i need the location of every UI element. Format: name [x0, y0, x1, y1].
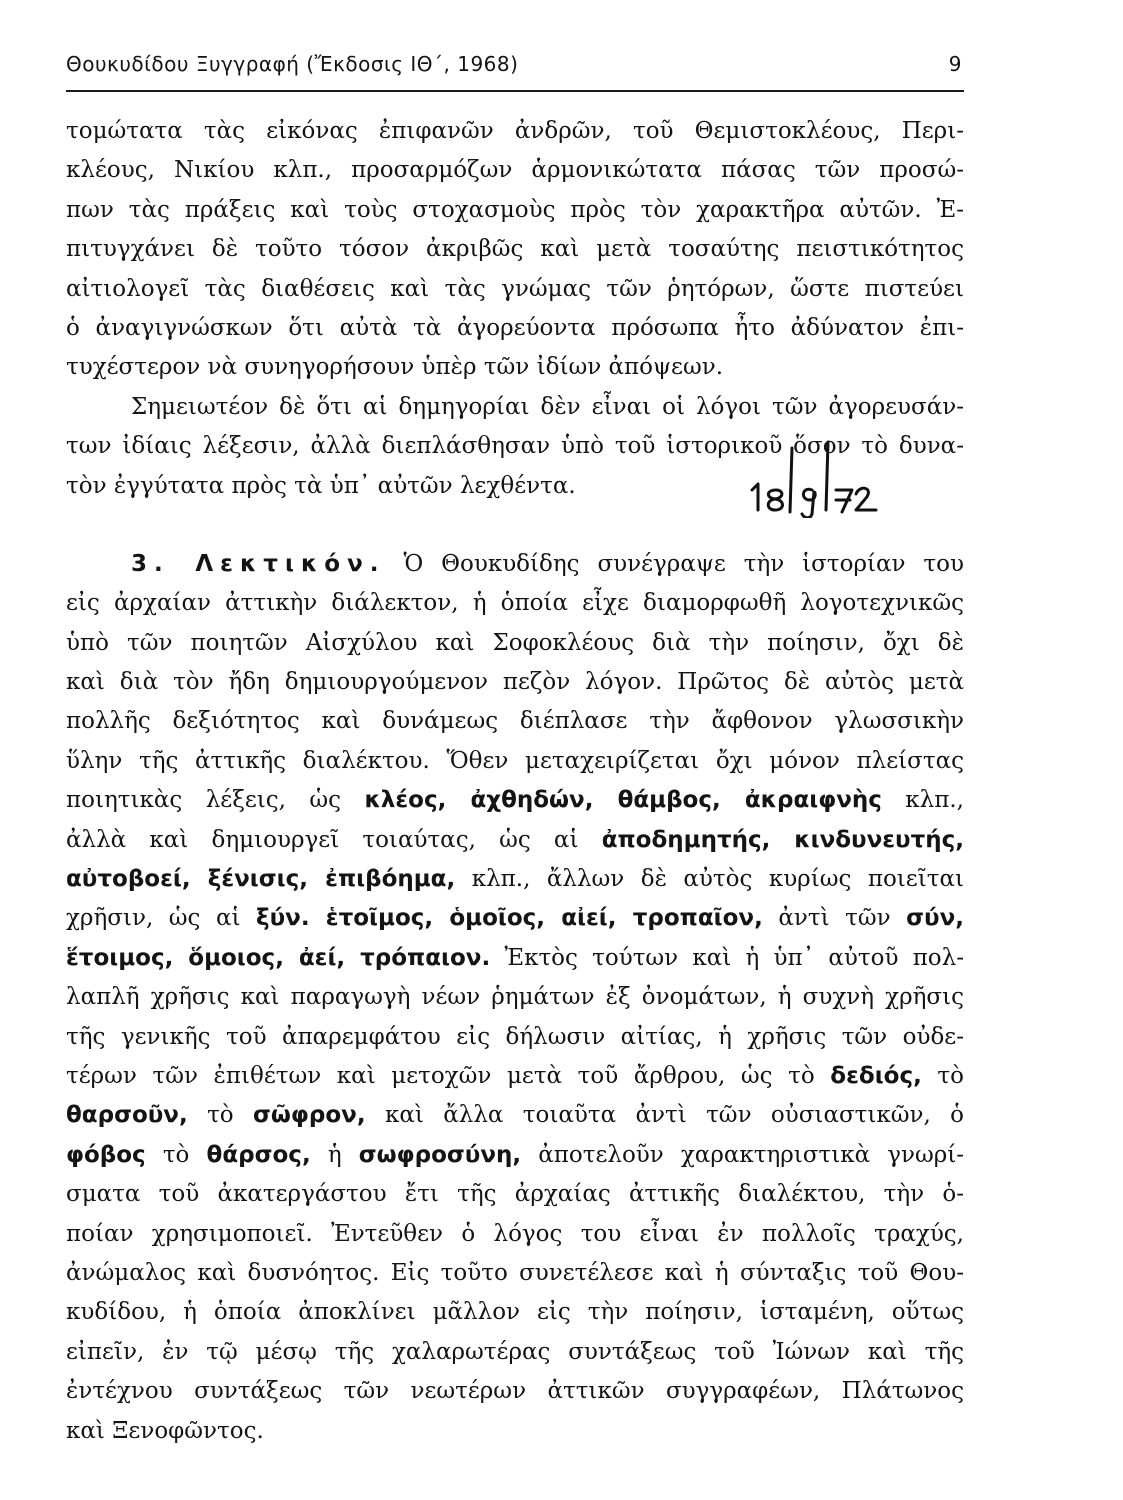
text-line: χρῆσιν, ὡς αἱ ξύν. ἑτοῖμος, ὁμοῖος, αἰεί, τροπαῖον, ἀντὶ τῶν σύν,: [66, 905, 964, 932]
text-line: λαπλῆ χρῆσις καὶ παραγωγὴ νέων ῥημάτων ἐξ ὀνομάτων, ἡ συχνὴ χρῆσις: [66, 984, 964, 1011]
bold-term: αὐτοβοεί, ξένισις, ἐπιβόημα,: [66, 866, 456, 893]
document-body: [66, 112, 964, 1451]
bold-term: ἕτοιμος, ὅμοιος, ἀεί, τρόπαιον.: [66, 944, 491, 971]
text-line: πολλῆς δεξιότητος καὶ δυνάμεως διέπλασε τὴν ἄφθονον γλωσσικὴν: [66, 708, 964, 735]
text-line: καὶ Ξενοφῶντος.: [66, 1417, 264, 1444]
text-line: ἀλλὰ καὶ δημιουργεῖ τοιαύτας, ὡς αἱ ἀποδημητής, κινδυνευτής,: [66, 826, 964, 853]
bold-term: θαρσοῦν,: [66, 1102, 188, 1129]
text-line: φόβος τὸ θάρσος, ἡ σωφροσύνη, ἀποτελοῦν χαρακτηριστικὰ γνωρί-: [66, 1141, 964, 1168]
bold-term: ἀποδημητής, κινδυνευτής,: [601, 826, 964, 853]
text-line: Σημειωτέον δὲ ὅτι αἱ δημηγορίαι δὲν εἶναι οἱ λόγοι τῶν ἀγορευσάν-: [131, 393, 964, 420]
text-line: ποίαν χρησιμοποιεῖ. Ἐντεῦθεν ὁ λόγος του εἶναι ἐν πολλοῖς τραχύς,: [66, 1220, 964, 1247]
paragraph-1: [66, 112, 964, 388]
text-line: καὶ διὰ τὸν ἤδη δημιουργούμενον πεζὸν λόγον. Πρῶτος δὲ αὐτὸς μετὰ: [66, 669, 964, 696]
text-line: τῆς γενικῆς τοῦ ἀπαρεμφάτου εἰς δήλωσιν αἰτίας, ἡ χρῆσις τῶν οὐδε-: [66, 1023, 964, 1050]
text-line: τὸν ἐγγύτατα πρὸς τὰ ὑπ᾽ αὐτῶν λεχθέντα.: [66, 472, 576, 499]
text-line: ἀνώμαλος καὶ δυσνόητος. Εἰς τοῦτο συνετέλεσε καὶ ἡ σύνταξις τοῦ Θου-: [66, 1259, 964, 1286]
text-line: ὕλην τῆς ἀττικῆς διαλέκτου. Ὅθεν μεταχειρίζεται ὄχι μόνον πλείστας: [66, 747, 964, 774]
text-line: σματα τοῦ ἀκατεργάστου ἔτι τῆς ἀρχαίας ἀττικῆς διαλέκτου, τὴν ὁ-: [66, 1181, 964, 1208]
bold-term: δεδιός,: [830, 1062, 922, 1089]
text-line: κυδίδου, ἡ ὁποία ἀποκλίνει μᾶλλον εἰς τὴν ποίησιν, ἱσταμένη, οὕτως: [66, 1299, 964, 1326]
text-line: εἰς ἀρχαίαν ἀττικὴν διάλεκτον, ἡ ὁποία εἶχε διαμορφωθῆ λογοτεχνικῶς: [66, 590, 964, 617]
text-line: αἰτιολογεῖ τὰς διαθέσεις καὶ τὰς γνώμας τῶν ῥητόρων, ὥστε πιστεύει: [66, 275, 964, 302]
header-rule: [66, 90, 964, 92]
running-title: Θουκυδίδου Ξυγγραφή (Ἔκδοσις ΙΘ΄, 1968): [66, 52, 519, 76]
section-lektikon: [66, 545, 964, 1451]
text-line: ἕτοιμος, ὅμοιος, ἀεί, τρόπαιον. Ἐκτὸς τούτων καὶ ἡ ὑπ᾽ αὐτοῦ πολ-: [66, 944, 964, 971]
text-line: τομώτατα τὰς εἰκόνας ἐπιφανῶν ἀνδρῶν, τοῦ Θεμιστοκλέους, Περι-: [66, 118, 964, 144]
text-line: αὐτοβοεί, ξένισις, ἐπιβόημα, κλπ., ἄλλων δὲ αὐτὸς κυρίως ποιεῖται: [66, 866, 964, 893]
text-line: ποιητικὰς λέξεις, ὡς κλέος, ἀχθηδών, θάμβος, ἀκραιφνὴς κλπ.,: [66, 787, 964, 814]
text-line: ὁ ἀναγιγνώσκων ὅτι αὐτὰ τὰ ἀγορεύοντα πρόσωπα ἦτο ἀδύνατον ἐπι-: [66, 314, 964, 341]
text-line: θαρσοῦν, τὸ σῶφρον, καὶ ἄλλα τοιαῦτα ἀντὶ τῶν οὐσιαστικῶν, ὁ: [66, 1102, 964, 1129]
text-line: τυχέστερον νὰ συνηγορήσουν ὑπὲρ τῶν ἰδίων ἀπόψεων.: [66, 354, 724, 381]
bold-term: κλέος, ἀχθηδών, θάμβος, ἀκραιφνὴς: [364, 787, 882, 814]
bold-term: σῶφρον,: [253, 1102, 366, 1129]
bold-term: σύν,: [906, 905, 964, 932]
text-line: κλέους, Νικίου κλπ., προσαρμόζων ἁρμονικώτατα πάσας τῶν προσώ-: [66, 157, 964, 184]
paragraph-2: [66, 388, 964, 506]
bold-term: ξύν. ἑτοῖμος, ὁμοῖος, αἰεί, τροπαῖον,: [256, 905, 763, 932]
text-line: ἐντέχνου συντάξεως τῶν νεωτέρων ἀττικῶν συγγραφέων, Πλάτωνος: [66, 1378, 964, 1405]
text-line: πων τὰς πράξεις καὶ τοὺς στοχασμοὺς πρὸς τὸν χαρακτῆρα αὐτῶν. Ἐ-: [66, 196, 964, 223]
text-line: 3. Λεκτικόν. Ὁ Θουκυδίδης συνέγραψε τὴν ἱστορίαν του: [131, 550, 964, 577]
bold-term: σωφροσύνη,: [358, 1141, 522, 1168]
text-line: ὑπὸ τῶν ποιητῶν Αἰσχύλου καὶ Σοφοκλέους διὰ τὴν ποίησιν, ὄχι δὲ: [66, 629, 964, 656]
section-heading: 3. Λεκτικόν.: [131, 550, 386, 577]
page-number: 9: [948, 52, 962, 76]
text-line: των ἰδίαις λέξεσιν, ἀλλὰ διεπλάσθησαν ὑπὸ τοῦ ἱστορικοῦ ὅσον τὸ δυνα-: [66, 433, 964, 460]
bold-term: θάρσος,: [206, 1141, 311, 1168]
text-line: εἰπεῖν, ἐν τῷ μέσῳ τῆς χαλαρωτέρας συντάξεως τοῦ Ἰώνων καὶ τῆς: [66, 1338, 964, 1365]
text-line: πιτυγχάνει δὲ τοῦτο τόσον ἀκριβῶς καὶ μετὰ τοσαύτης πειστικότητος: [66, 236, 964, 263]
bold-term: φόβος: [66, 1141, 146, 1168]
text-line: τέρων τῶν ἐπιθέτων καὶ μετοχῶν μετὰ τοῦ ἄρθρου, ὡς τὸ δεδιός, τὸ: [66, 1062, 964, 1089]
